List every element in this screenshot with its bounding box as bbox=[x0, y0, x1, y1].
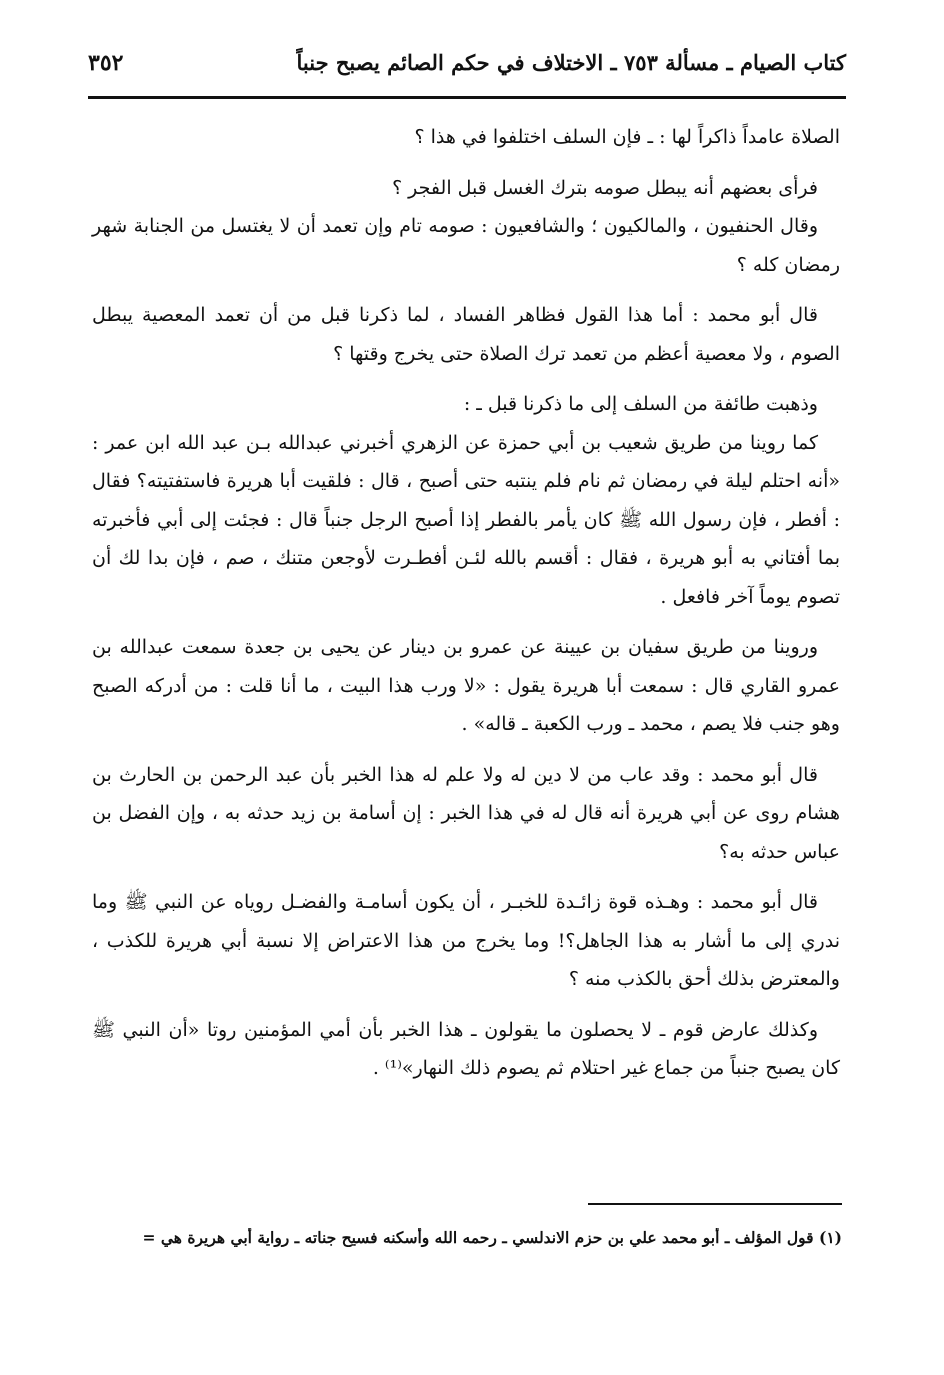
footnote-divider bbox=[588, 1203, 842, 1205]
paragraph: وروينا من طريق سفيان بن عيينة عن عمرو بن دينار عن يحيى بن جعدة سمعت عبدالله بن عمرو القاري قال : سمعت أبا هريرة يقول : «لا ورب هذا البيت ، ما أنا قلت : من أدركه الصبح وهو جنب فلا يصم ، محمد ـ ورب الكعبة ـ قاله» . bbox=[92, 636, 840, 735]
paragraph: الصلاة عامداً ذاكراً لها : ـ فإن السلف اختلفوا في هذا ؟ bbox=[414, 126, 840, 148]
running-header bbox=[88, 44, 846, 88]
paragraph: وكذلك عارض قوم ـ لا يحصلون ما يقولون ـ هذا الخبر بأن أمي المؤمنين روتا «أن النبي ﷺ كان يصبح جنباً من جماع غير احتلام ثم يصوم ذلك النهار»⁽¹⁾ . bbox=[92, 1018, 840, 1079]
footnote: (١) قول المؤلف ـ أبو محمد علي بن حزم الاندلسي ـ رحمه الله وأسكنه فسيح جناته ـ رواية أبي هريرة هي = bbox=[142, 1228, 842, 1247]
paragraph: وقال الحنفيون ، والمالكيون ؛ والشافعيون : صومه تام وإن تعمد أن لا يغتسل من الجنابة شهر رمضان كله ؟ bbox=[92, 215, 840, 276]
paragraph: كما روينا من طريق شعيب بن أبي حمزة عن الزهري أخبرني عبدالله بـن عبد الله ابن عمر : «أنه احتلم ليلة في رمضان ثم نام فلم ينتبه حتى أصبح ، قال : فلقيت أبا هريرة فاستفتيته؟ فقال : أفطر ، فإن رسول الله ﷺ كان يأمر بالفطر إذا أصبح الرجل جنباً قال : فجئت إلى أبي فأخبرته بما أفتاني به أبو هريرة ، فقال : أقسم بالله لئـن أفطـرت لأوجعن متنك ، صم ، فإن بدا لك أن تصوم يوماً آخر فافعل . bbox=[92, 431, 840, 608]
page-number: ٣٥٢ bbox=[88, 50, 124, 76]
paragraph: وذهبت طائفة من السلف إلى ما ذكرنا قبل ـ : bbox=[463, 393, 818, 415]
paragraph: قال أبو محمد : وقد عاب من لا دين له ولا علم له هذا الخبر بأن عبد الرحمن بن الحارث بن هشام روى عن أبي هريرة أنه قال له في هذا الخبر : إن أسامة بن زيد حدثه به ، وإن الفضل بن عباس حدثه به؟ bbox=[92, 763, 840, 863]
paragraph: قال أبو محمد : وهـذه قوة زائـدة للخبـر ، أن يكون أسامـة والفضـل روياه عن النبي ﷺ وما ندري إلى ما أشار به هذا الجاهل؟! وما يخرج من هذا الاعتراض إلا نسبة أبي هريرة للكذب ، والمعترض بذلك أحق بالكذب منه ؟ bbox=[92, 891, 840, 990]
paragraph: قال أبو محمد : أما هذا القول فظاهر الفساد ، لما ذكرنا قبل من أن تعمد المعصية يبطل الصوم ، ولا معصية أعظم من تعمد ترك الصلاة حتى يخرج وقتها ؟ bbox=[92, 304, 840, 365]
header-divider bbox=[88, 96, 846, 99]
paragraph: فرأى بعضهم أنه يبطل صومه بترك الغسل قبل الفجر ؟ bbox=[392, 176, 818, 199]
header-title: كتاب الصيام ـ مسألة ٧٥٣ ـ الاختلاف في حكم الصائم يصبح جنباً bbox=[296, 50, 846, 75]
main-text bbox=[92, 118, 840, 1088]
